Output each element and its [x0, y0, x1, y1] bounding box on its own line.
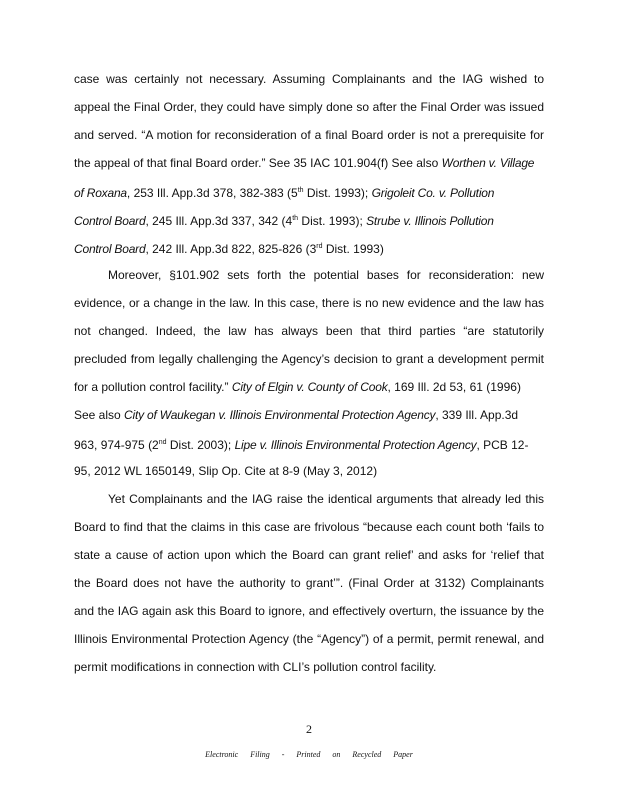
case-citation: Control Board: [74, 242, 146, 256]
case-citation: Grigoleit Co. v. Pollution: [371, 186, 495, 200]
case-citation: of Roxana: [74, 186, 127, 200]
text-line: state a cause of action upon which the Board can grant relief’ and asks for ‘relief that: [74, 548, 544, 562]
text-line: and served. “A motion for reconsideration of a final Board order is not a prerequisite for: [74, 128, 544, 142]
text-line: not changed. Indeed, the law has always been that third parties “are statutorily: [74, 324, 544, 338]
text-line: Illinois Environmental Protection Agency (the “Agency”) of a permit, permit renewal, and: [74, 632, 544, 646]
text-line: for a pollution control facility.” City of Elgin v. County of Cook, 169 Ill. 2d 53, 61 (1996): [74, 380, 521, 394]
text-line: Board to find that the claims in this case are frivolous “because each count both ‘fails to: [74, 520, 544, 534]
page-number: 2: [306, 722, 312, 736]
case-citation: City of Waukegan v. Illinois Environmental Protection Agency: [124, 408, 436, 422]
case-citation: Control Board: [74, 214, 146, 228]
text-line: 95, 2012 WL 1650149, Slip Op. Cite at 8-9 (May 3, 2012): [74, 464, 378, 478]
text-line: precluded from legally challenging the Agency’s decision to grant a development permit: [74, 352, 544, 366]
paragraph-first-line: Yet Complainants and the IAG raise the identical arguments that already led this: [108, 492, 544, 506]
text-line: permit modifications in connection with CLI’s pollution control facility.: [74, 660, 437, 674]
paragraph-first-line: Moreover, §101.902 sets forth the potential bases for reconsideration: new: [108, 268, 544, 282]
text-line: of Roxana, 253 Ill. App.3d 378, 382-383 (5th Dist. 1993); Grigoleit Co. v. Pollution: [74, 186, 495, 200]
text-line: 963, 974-975 (2nd Dist. 2003); Lipe v. Illinois Environmental Protection Agency, PCB 12-: [74, 438, 529, 452]
text-line: See also City of Waukegan v. Illinois Environmental Protection Agency, 339 Ill. App.3d: [74, 408, 519, 422]
text-line: the Board does not have the authority to grant’”. (Final Order at 3132) Complainants: [74, 576, 544, 590]
case-citation: Lipe v. Illinois Environmental Protection Agency: [234, 438, 477, 452]
text-line: Control Board, 245 Ill. App.3d 337, 342 (4th Dist. 1993); Strube v. Illinois Pollution: [74, 214, 494, 228]
text-line: evidence, or a change in the law. In this case, there is no new evidence and the law has: [74, 296, 544, 310]
text-line: the appeal of that final Board order.” See 35 IAC 101.904(f) See also Worthen v. Village: [74, 156, 535, 170]
text-line: Control Board, 242 Ill. App.3d 822, 825-826 (3rd Dist. 1993): [74, 242, 384, 256]
text-line: appeal the Final Order, they could have simply done so after the Final Order was issued: [74, 100, 544, 114]
case-citation: City of Elgin v. County of Cook: [231, 380, 388, 394]
text-line: and the IAG again ask this Board to ignore, and effectively overturn, the issuance by the: [74, 604, 544, 618]
page-footer: Electronic Filing - Printed on Recycled Paper: [205, 750, 413, 759]
text-line: case was certainly not necessary. Assuming Complainants and the IAG wished to: [74, 72, 544, 86]
case-citation: Strube v. Illinois Pollution: [366, 214, 494, 228]
case-citation: Worthen v. Village: [441, 156, 535, 170]
